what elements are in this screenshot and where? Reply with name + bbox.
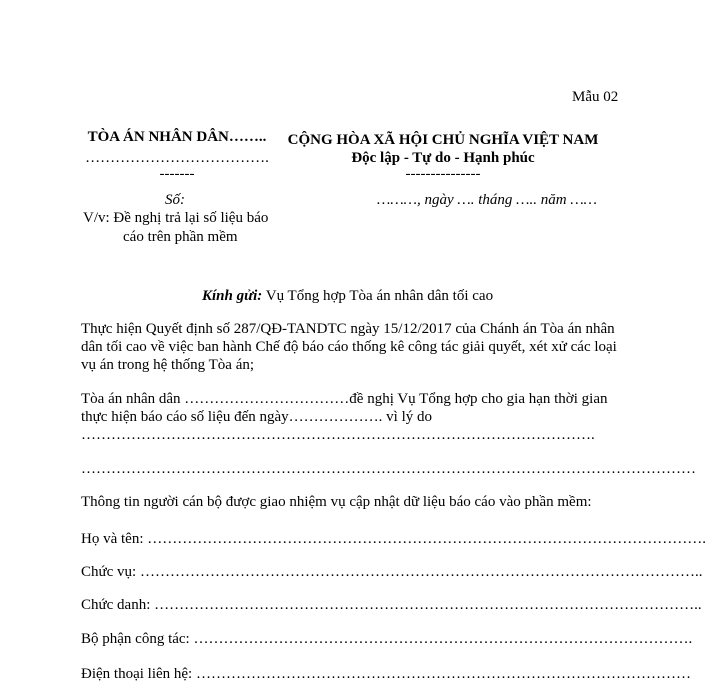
field-label: Họ và tên: — [81, 531, 148, 547]
subject-line-2: cáo trên phần mềm — [123, 229, 238, 245]
field-position — [81, 564, 703, 581]
court-name: TÒA ÁN NHÂN DÂN…….. — [87, 129, 267, 145]
field-department — [81, 631, 693, 648]
recipient-label: Kính gửi: — [202, 288, 263, 304]
field-label: Chức danh: — [81, 597, 155, 613]
republic-title: CỘNG HÒA XÃ HỘI CHỦ NGHĨA VIỆT NAM — [287, 132, 599, 148]
document-number-label: Số: — [165, 192, 185, 208]
left-divider: ------- — [159, 166, 195, 182]
recipient-line — [202, 288, 493, 305]
paragraph2-line2: thực hiện báo cáo số liệu đến ngày………………. vì lý do — [81, 409, 432, 425]
form-code: Mẫu 02 — [572, 89, 619, 105]
paragraph2-line1: Tòa án nhân dân ……………………………đề nghị Vụ Tổng hợp cho gia hạn thời gian — [81, 391, 608, 407]
date-line: ………, ngày …. tháng ….. năm …… — [377, 192, 598, 208]
national-motto: Độc lập - Tự do - Hạnh phúc — [351, 150, 535, 166]
field-dots: ……………………………………………………………………………………… — [195, 666, 691, 682]
paragraph1-line3: vụ án trong hệ thống Tòa án; — [81, 357, 255, 373]
field-full-name — [81, 531, 706, 548]
right-divider: --------------- — [405, 166, 481, 182]
field-dots: ………………………………………………………………………………………. — [193, 631, 693, 647]
field-dots: ………………………………………………………………………………………………….. — [139, 564, 703, 580]
paragraph1-line1: Thực hiện Quyết định số 287/QĐ-TANDTC ngày 15/12/2017 của Chánh án Tòa án nhân — [81, 321, 615, 337]
field-title — [81, 597, 702, 614]
info-intro: Thông tin người cán bộ được giao nhiệm vụ cập nhật dữ liệu báo cáo vào phần mềm: — [81, 494, 592, 510]
field-phone — [81, 666, 691, 683]
field-label: Chức vụ: — [81, 564, 140, 580]
field-dots: …………………………………………………………………………………………………. — [147, 531, 706, 547]
field-label: Điện thoại liên hệ: — [81, 666, 196, 682]
reason-dots-line1: …………………………………………………………………………………………. — [81, 427, 595, 443]
court-name-continued: ………………………………. — [85, 150, 269, 166]
reason-dots-line2: …………………………………………………………………………………………………………… — [81, 461, 696, 477]
field-label: Bộ phận công tác: — [81, 631, 194, 647]
paragraph1-line2: dân tối cao về việc ban hành Chế độ báo cáo thống kê công tác giải quyết, xét xử các loại — [81, 339, 617, 355]
field-dots: ……………………………………………………………………………………………….. — [154, 597, 702, 613]
recipient-name: Vụ Tổng hợp Tòa án nhân dân tối cao — [262, 288, 494, 304]
subject-line-1: V/v: Đề nghị trả lại số liệu báo — [83, 210, 269, 226]
